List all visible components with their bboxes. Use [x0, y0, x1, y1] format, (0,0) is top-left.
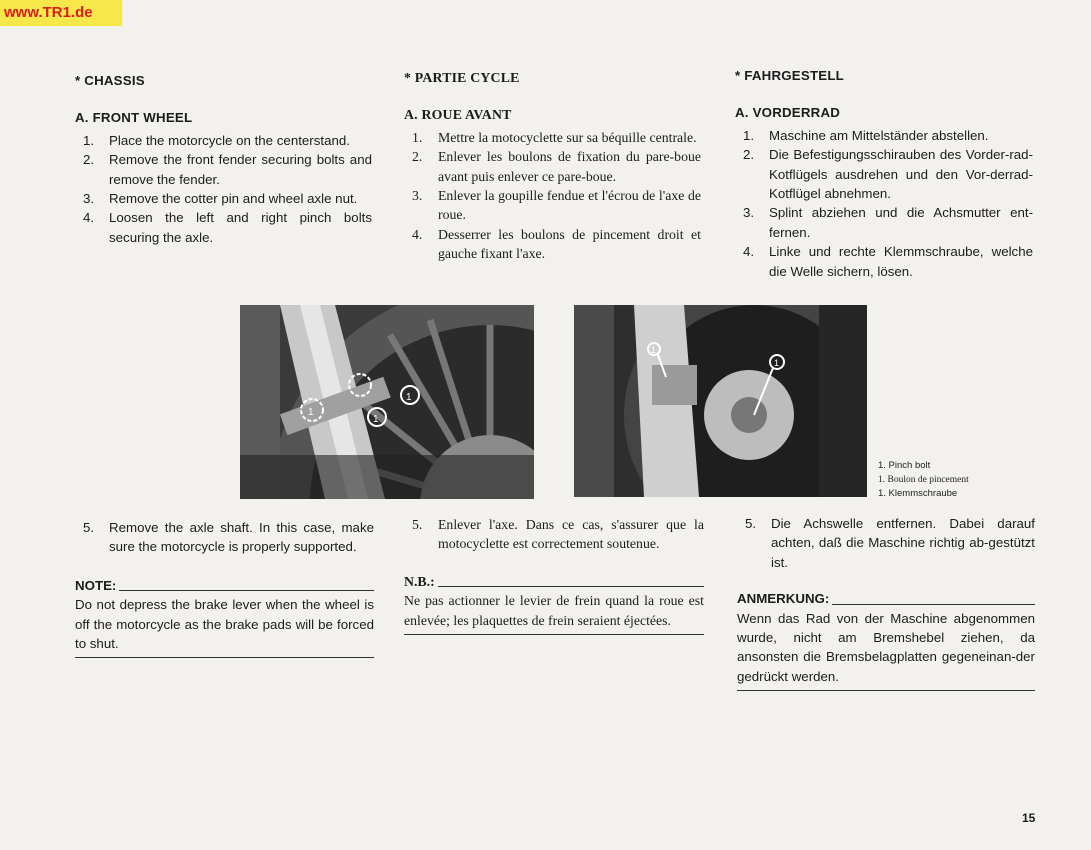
callout-label: 1 [774, 358, 780, 368]
callout-label: 1 [406, 392, 412, 403]
step-item: 2. Remove the front fender securing bolts and remove the fender. [83, 152, 372, 187]
note-text: Do not depress the brake lever when the wheel is off the motorcycle as the brake pads will be forced to shut. [75, 597, 374, 652]
steps-list [735, 126, 1033, 281]
steps-list [75, 131, 372, 247]
note-text: Wenn das Rad von der Maschine abgenommen wurde, nicht am Bremshebel ziehen, da ansonsten die Bremsbelagplatten gegeneinan-der gedrückt werden. [737, 610, 1035, 684]
photo-wheel-hub-pinch-bolt [574, 305, 867, 497]
column-english-top [75, 71, 372, 247]
steps-list [404, 128, 701, 264]
page-number: 15 [1022, 811, 1036, 825]
steps-list [404, 515, 704, 554]
steps-list [737, 514, 1035, 572]
note-text: Ne pas actionner le levier de frein quand la roue est enlevée; les plaquettes de frein seraient éjectées. [404, 593, 704, 628]
legend-item: 1. Boulon de pincement [878, 475, 969, 485]
step-item: 1. Maschine am Mittelständer abstellen. [743, 127, 989, 143]
callout-label: 1 [373, 414, 379, 425]
step-item: 1. Mettre la motocyclette sur sa béquille centrale. [412, 129, 697, 145]
photo-legend [878, 459, 969, 501]
step-item: 2. Enlever les boulons de fixation du pare-boue avant puis enlever ce pare-boue. [412, 149, 701, 184]
note-divider [737, 690, 1035, 691]
subsection-title: A. VORDERRAD [735, 105, 841, 121]
callout-label: 1 [651, 345, 657, 355]
column-german-top [735, 66, 1033, 281]
photo-left-callouts [240, 305, 534, 499]
subsection-title: A. FRONT WHEEL [75, 110, 193, 126]
step-item: 4. Loosen the left and right pinch bolts securing the axle. [83, 210, 372, 245]
note-divider [404, 634, 704, 635]
step-item: 1. Place the motorcycle on the centerstand. [83, 132, 350, 148]
step-item: 5. Enlever l'axe. Dans ce cas, s'assurer que la motocyclette est correctement soutenue. [412, 517, 704, 552]
column-german-bottom [737, 514, 1035, 691]
callout-label: 1 [308, 407, 314, 418]
section-title: * PARTIE CYCLE [404, 70, 520, 85]
step-item: 4. Desserrer les boulons de pincement droit et gauche fixant l'axe. [412, 226, 701, 262]
note-heading: ANMERKUNG: [737, 589, 1035, 608]
step-item: 2. Die Befestigungsschirauben des Vorder-rad-Kotflügels ausdrehen und den Vor-derrad-Kotflügel abnehmen. [743, 147, 1033, 202]
site-watermark: www.TR1.de [0, 0, 122, 26]
photo-right-callouts [574, 305, 867, 497]
step-item: 3. Splint abziehen und die Achsmutter ent-fernen. [743, 205, 1033, 240]
legend-item: 1. Pinch bolt [878, 460, 931, 471]
step-item: 5. Die Achswelle entfernen. Dabei darauf achten, daß die Maschine richtig ab-gestützt ist. [745, 516, 1035, 570]
step-item: 3. Enlever la goupille fendue et l'écrou de l'axe de roue. [412, 188, 701, 223]
subsection-title: A. ROUE AVANT [404, 107, 512, 123]
note-divider [75, 657, 374, 658]
step-item: 4. Linke und rechte Klemmschraube, welche die Welle sichern, lösen. [743, 244, 1033, 279]
photo-fork-pinch-bolts [240, 305, 534, 499]
legend-item: 1. Klemmschraube [878, 488, 958, 499]
section-title: * FAHRGESTELL [735, 68, 844, 83]
column-french-bottom [404, 515, 704, 635]
note-heading: NOTE: [75, 576, 374, 595]
column-french-top [404, 68, 701, 264]
note-heading: N.B.: [404, 572, 704, 591]
step-item: 5. Remove the axle shaft. In this case, make sure the motorcycle is properly supported. [83, 520, 374, 555]
step-item: 3. Remove the cotter pin and wheel axle nut. [83, 191, 358, 207]
section-title: * CHASSIS [75, 73, 145, 88]
steps-list [75, 518, 374, 557]
column-english-bottom [75, 518, 374, 658]
